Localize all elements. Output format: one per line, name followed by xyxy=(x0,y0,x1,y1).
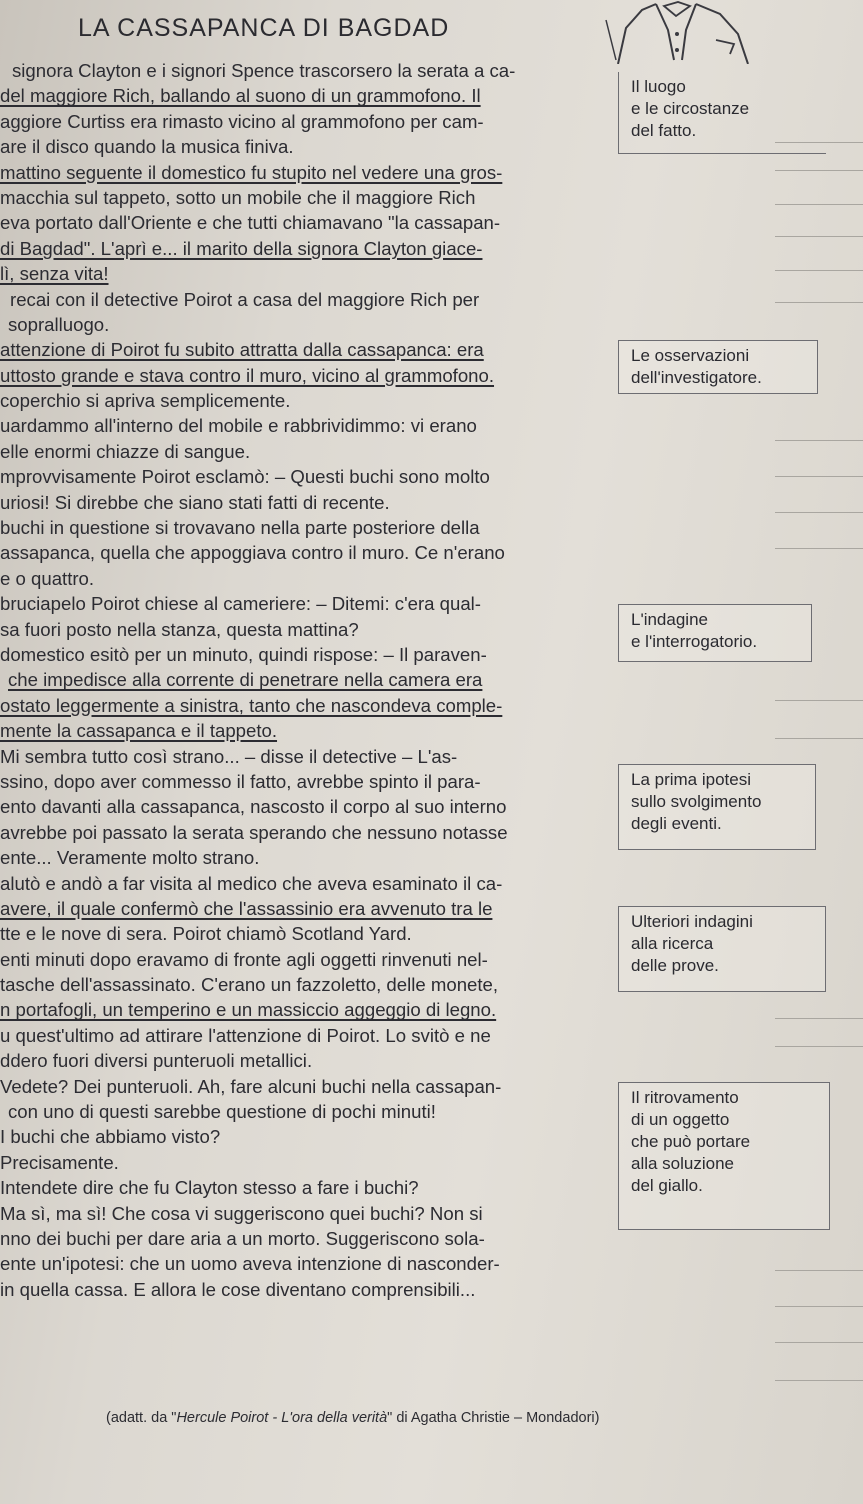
text-line: Ma sì, ma sì! Che cosa vi suggeriscono quei buchi? Non si xyxy=(0,1202,483,1224)
text-line: elle enormi chiazze di sangue. xyxy=(0,440,251,462)
rule-line xyxy=(775,548,863,549)
margin-note-discovery xyxy=(618,1082,830,1230)
text-line: sa fuori posto nella stanza, questa mattina? xyxy=(0,618,359,640)
text-line: ssino, dopo aver commesso il fatto, avrebbe spinto il para- xyxy=(0,770,481,792)
text-line: uttosto grande e stava contro il muro, vicino al grammofono. xyxy=(0,364,495,386)
note-line: alla ricerca xyxy=(631,934,714,953)
character-illustration xyxy=(598,0,778,64)
text-line: mprovvisamente Poirot esclamò: – Questi buchi sono molto xyxy=(0,466,490,488)
rule-line xyxy=(775,1018,863,1019)
text-line: u quest'ultimo ad attirare l'attenzione di Poirot. Lo svitò e ne xyxy=(0,1024,491,1046)
rule-line xyxy=(775,142,863,143)
text-line: assapanca, quella che appoggiava contro il muro. Ce n'erano xyxy=(0,542,505,564)
text-line: ente... Veramente molto strano. xyxy=(0,847,260,869)
rule-line xyxy=(775,512,863,513)
text-line: Vedete? Dei punteruoli. Ah, fare alcuni buchi nella cassapan- xyxy=(0,1075,502,1097)
text-line: Mi sembra tutto così strano... – disse il detective – L'as- xyxy=(0,745,458,767)
note-line: Il ritrovamento xyxy=(631,1088,739,1107)
rule-line xyxy=(775,738,863,739)
text-line: avere, il quale confermò che l'assassinio era avvenuto tra le xyxy=(0,897,493,919)
margin-note-observations xyxy=(618,340,818,394)
note-line: del fatto. xyxy=(631,121,697,140)
text-line: alutò e andò a far visita al medico che aveva esaminato il ca- xyxy=(0,872,503,894)
rule-line xyxy=(775,302,863,303)
text-line: coperchio si apriva semplicemente. xyxy=(0,390,291,412)
text-line: tte e le nove di sera. Poirot chiamò Scotland Yard. xyxy=(0,923,412,945)
text-line: in quella cassa. E allora le cose diventano comprensibili... xyxy=(0,1278,476,1300)
text-line: avrebbe poi passato la serata sperando che nessuno notasse xyxy=(0,821,508,843)
note-line: Ulteriori indagini xyxy=(631,912,753,931)
margin-note-investigation xyxy=(618,604,812,662)
text-line: sopralluogo. xyxy=(8,313,110,335)
rule-line xyxy=(775,270,863,271)
note-line: di un oggetto xyxy=(631,1110,730,1129)
rule-line xyxy=(775,1046,863,1047)
note-line: degli eventi. xyxy=(631,814,722,833)
text-line: are il disco quando la musica finiva. xyxy=(0,136,294,158)
source-suffix: " di Agatha Christie – Mondadori) xyxy=(387,1410,600,1426)
rule-line xyxy=(775,1270,863,1271)
text-line: signora Clayton e i signori Spence trascorsero la serata a ca- xyxy=(12,60,516,81)
note-line: Il luogo xyxy=(631,77,686,96)
text-line: nno dei buchi per dare aria a un morto. Suggeriscono sola- xyxy=(0,1227,485,1249)
note-line: e le circostanze xyxy=(631,99,750,118)
text-line: tasche dell'assassinato. C'erano un fazzoletto, delle monete, xyxy=(0,974,499,996)
text-line: buchi in questione si trovavano nella parte posteriore della xyxy=(0,517,480,539)
rule-line xyxy=(775,700,863,701)
text-line: enti minuti dopo eravamo di fronte agli oggetti rinvenuti nel- xyxy=(0,948,488,970)
text-line: mattino seguente il domestico fu stupito nel vedere una gros- xyxy=(0,161,503,183)
rule-line xyxy=(775,476,863,477)
text-line: uriosi! Si direbbe che siano stati fatti di recente. xyxy=(0,491,390,513)
rule-line xyxy=(775,440,863,441)
source-work-title: Hercule Poirot - L'ora della verità xyxy=(176,1410,388,1426)
text-line: Intendete dire che fu Clayton stesso a fare i buchi? xyxy=(0,1177,419,1199)
note-line: dell'investigatore. xyxy=(631,368,762,387)
text-line: n portafogli, un temperino e un massiccio aggeggio di legno. xyxy=(0,999,497,1021)
rule-line xyxy=(775,236,863,237)
text-line: bruciapelo Poirot chiese al cameriere: – Ditemi: c'era qual- xyxy=(0,593,482,615)
note-line: L'indagine xyxy=(631,610,708,629)
margin-note-first-hypothesis xyxy=(618,764,816,850)
text-line: domestico esitò per un minuto, quindi rispose: – Il paraven- xyxy=(0,643,487,665)
text-line: attenzione di Poirot fu subito attratta dalla cassapanca: era xyxy=(0,339,484,361)
note-line: che può portare xyxy=(631,1132,751,1151)
source-prefix: (adatt. da " xyxy=(106,1410,177,1426)
note-line: del giallo. xyxy=(631,1176,703,1195)
story-text xyxy=(0,58,612,1302)
text-line: uardammo all'interno del mobile e rabbrividimmo: vi erano xyxy=(0,415,477,437)
text-line: recai con il detective Poirot a casa del maggiore Rich per xyxy=(10,288,480,310)
text-line: ostato leggermente a sinistra, tanto che nascondeva comple- xyxy=(0,694,503,716)
rule-line xyxy=(775,1306,863,1307)
page-title: LA CASSAPANCA DI BAGDAD xyxy=(78,14,450,42)
rule-line xyxy=(775,204,863,205)
note-line: sullo svolgimento xyxy=(631,792,762,811)
rule-line xyxy=(775,1380,863,1381)
text-line: eva portato dall'Oriente e che tutti chiamavano "la cassapan- xyxy=(0,212,501,234)
text-line: ente un'ipotesi: che un uomo aveva intenzione di nasconder- xyxy=(0,1253,500,1275)
text-line: con uno di questi sarebbe questione di pochi minuti! xyxy=(8,1101,436,1123)
text-line: e o quattro. xyxy=(0,567,95,589)
source-citation xyxy=(106,1410,599,1426)
text-line: macchia sul tappeto, sotto un mobile che il maggiore Rich xyxy=(0,186,476,208)
text-line: aggiore Curtiss era rimasto vicino al grammofono per cam- xyxy=(0,110,484,132)
text-line: di Bagdad". L'aprì e... il marito della signora Clayton giace- xyxy=(0,237,483,259)
text-line: del maggiore Rich, ballando al suono di un grammofono. Il xyxy=(0,85,481,107)
text-line: I buchi che abbiamo visto? xyxy=(0,1126,221,1148)
text-line: mente la cassapanca e il tappeto. xyxy=(0,720,278,742)
note-line: alla soluzione xyxy=(631,1154,735,1173)
margin-note-further-investigation xyxy=(618,906,826,992)
text-line: che impedisce alla corrente di penetrare nella camera era xyxy=(8,669,483,691)
text-line: ento davanti alla cassapanca, nascosto il corpo al suo interno xyxy=(0,796,507,818)
note-line: La prima ipotesi xyxy=(631,770,752,789)
text-line: lì, senza vita! xyxy=(0,263,109,285)
note-line: e l'interrogatorio. xyxy=(631,632,758,651)
rule-line xyxy=(775,1342,863,1343)
note-line: Le osservazioni xyxy=(631,346,750,365)
text-line: ddero fuori diversi punteruoli metallici. xyxy=(0,1050,313,1072)
note-line: delle prove. xyxy=(631,956,719,975)
rule-line xyxy=(775,170,863,171)
text-line: Precisamente. xyxy=(0,1151,119,1173)
